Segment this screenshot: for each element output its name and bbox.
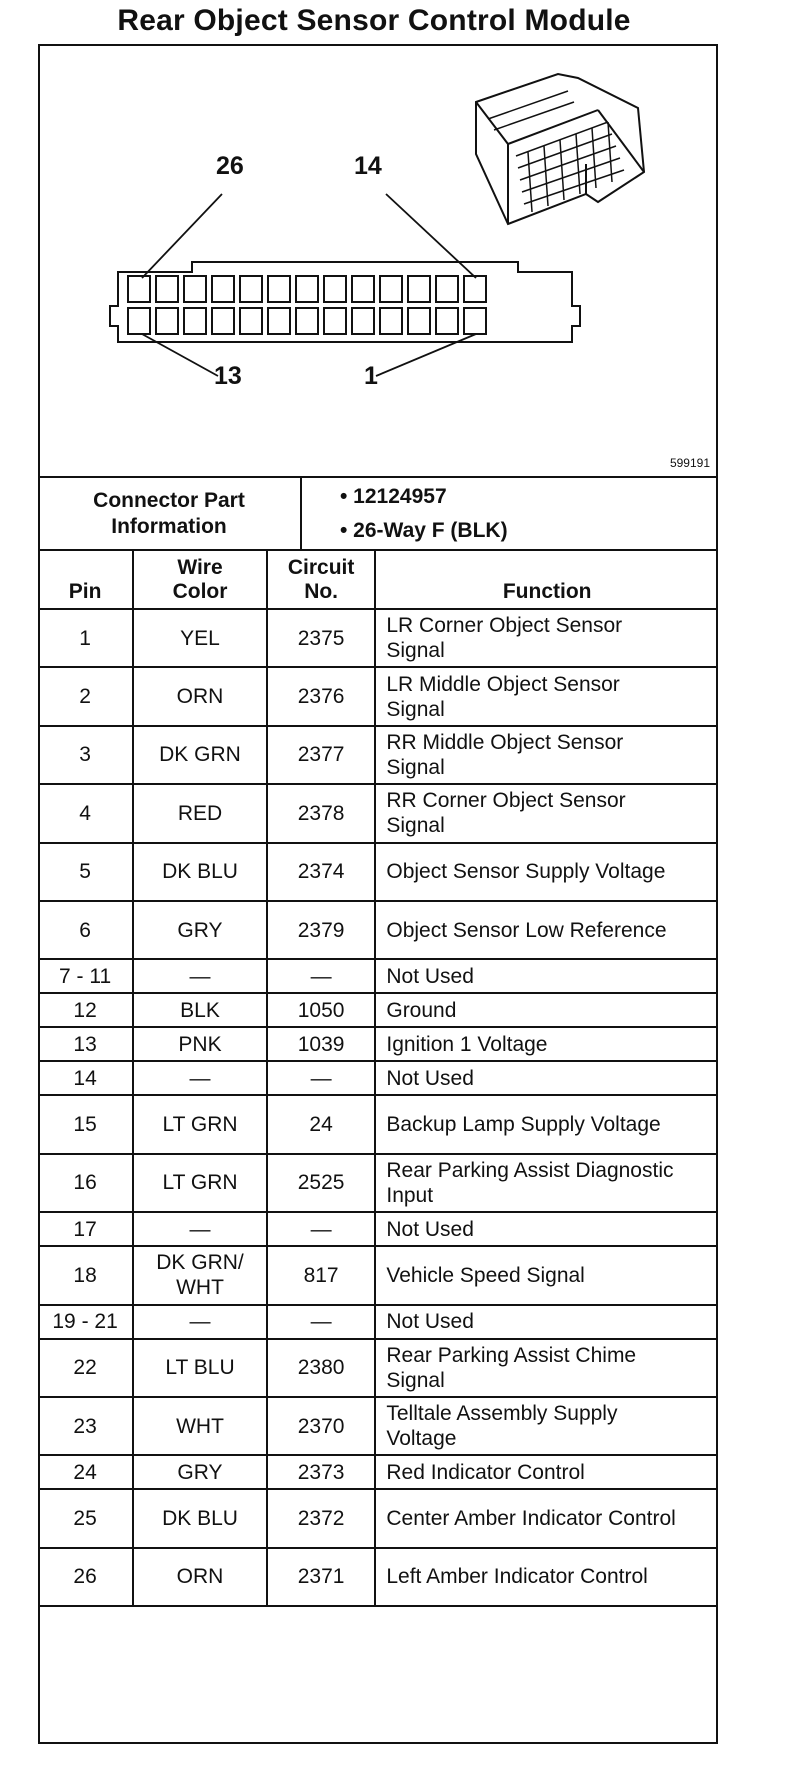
pinout-table (38, 551, 718, 1607)
wire-color-cell: DK BLU (133, 1489, 267, 1547)
function-cell: RR Corner Object Sensor Signal (375, 784, 718, 842)
table-row (38, 1397, 718, 1455)
pinout-rows (38, 609, 718, 1606)
connector-info-values (302, 478, 716, 549)
circuit-cell: 2376 (267, 667, 376, 725)
function-cell: Backup Lamp Supply Voltage (375, 1095, 718, 1153)
pin-cell: 14 (38, 1061, 133, 1095)
circuit-cell: — (267, 1305, 376, 1339)
circuit-cell: 2370 (267, 1397, 376, 1455)
table-header-row (38, 551, 718, 609)
pin-label-13: 13 (214, 362, 242, 390)
table-row (38, 1061, 718, 1095)
function-cell: Object Sensor Supply Voltage (375, 843, 718, 901)
circuit-cell: — (267, 1061, 376, 1095)
circuit-cell: 2525 (267, 1154, 376, 1212)
function-cell: RR Middle Object Sensor Signal (375, 726, 718, 784)
pin-cell: 26 (38, 1548, 133, 1606)
pin-cell: 25 (38, 1489, 133, 1547)
wire-color-cell: — (133, 1212, 267, 1246)
circuit-cell: 2380 (267, 1339, 376, 1397)
wire-color-cell: ORN (133, 667, 267, 725)
pin-label-14: 14 (354, 152, 382, 180)
circuit-cell: 2372 (267, 1489, 376, 1547)
header-pin: Pin (38, 551, 133, 609)
wire-color-cell: RED (133, 784, 267, 842)
pin-cell: 18 (38, 1246, 133, 1304)
function-cell: Rear Parking Assist Chime Signal (375, 1339, 718, 1397)
table-row (38, 1305, 718, 1339)
circuit-cell: 1039 (267, 1027, 376, 1061)
pin-cell: 6 (38, 901, 133, 959)
circuit-cell: 24 (267, 1095, 376, 1153)
function-cell: Vehicle Speed Signal (375, 1246, 718, 1304)
wire-color-cell: DK BLU (133, 843, 267, 901)
page-title: Rear Object Sensor Control Module (117, 4, 631, 37)
connector-drawing (38, 44, 718, 476)
table-row (38, 609, 718, 667)
function-cell: Center Amber Indicator Control (375, 1489, 718, 1547)
wire-color-cell: — (133, 1061, 267, 1095)
pin-cell: 15 (38, 1095, 133, 1153)
circuit-cell: 2371 (267, 1548, 376, 1606)
function-cell: LR Middle Object Sensor Signal (375, 667, 718, 725)
pin-label-1: 1 (364, 362, 378, 390)
table-row (38, 726, 718, 784)
table-row (38, 843, 718, 901)
wire-color-cell: BLK (133, 993, 267, 1027)
wire-color-cell: DK GRN/ WHT (133, 1246, 267, 1304)
pin-cell: 19 - 21 (38, 1305, 133, 1339)
table-row (38, 959, 718, 993)
pin-cell: 17 (38, 1212, 133, 1246)
table-row (38, 993, 718, 1027)
connector-cavities (128, 276, 486, 334)
pin-cell: 5 (38, 843, 133, 901)
connector-3d-view (476, 74, 644, 224)
pin-cell: 4 (38, 784, 133, 842)
part-number: • 12124957 (340, 485, 447, 508)
function-cell: Object Sensor Low Reference (375, 901, 718, 959)
table-row (38, 1212, 718, 1246)
pin-cell: 2 (38, 667, 133, 725)
circuit-cell: 817 (267, 1246, 376, 1304)
table-row (38, 1095, 718, 1153)
wire-color-cell: PNK (133, 1027, 267, 1061)
function-cell: Not Used (375, 959, 718, 993)
pin-cell: 1 (38, 609, 133, 667)
wire-color-cell: GRY (133, 1455, 267, 1489)
pin-cell: 3 (38, 726, 133, 784)
table-row (38, 1455, 718, 1489)
circuit-cell: 2375 (267, 609, 376, 667)
function-cell: Ignition 1 Voltage (375, 1027, 718, 1061)
pin-label-26: 26 (216, 152, 244, 180)
pin-cell: 22 (38, 1339, 133, 1397)
pin-cell: 7 - 11 (38, 959, 133, 993)
circuit-cell: 1050 (267, 993, 376, 1027)
connector-diagram (38, 44, 718, 478)
circuit-cell: 2378 (267, 784, 376, 842)
figure-number: 599191 (669, 456, 710, 470)
circuit-cell: 2373 (267, 1455, 376, 1489)
function-cell: Left Amber Indicator Control (375, 1548, 718, 1606)
circuit-cell: 2379 (267, 901, 376, 959)
header-circuit: Circuit No. (267, 551, 376, 609)
function-cell: Red Indicator Control (375, 1455, 718, 1489)
table-row (38, 1154, 718, 1212)
connector-description: • 26-Way F (BLK) (340, 519, 508, 542)
wire-color-cell: GRY (133, 901, 267, 959)
table-row (38, 1246, 718, 1304)
pin-cell: 13 (38, 1027, 133, 1061)
table-row (38, 1548, 718, 1606)
wire-color-cell: LT BLU (133, 1339, 267, 1397)
wire-color-cell: LT GRN (133, 1095, 267, 1153)
function-cell: Rear Parking Assist Diagnostic Input (375, 1154, 718, 1212)
wire-color-cell: — (133, 1305, 267, 1339)
wire-color-cell: — (133, 959, 267, 993)
function-cell: Not Used (375, 1212, 718, 1246)
wire-color-cell: DK GRN (133, 726, 267, 784)
function-cell: Ground (375, 993, 718, 1027)
table-row (38, 1339, 718, 1397)
pin-cell: 16 (38, 1154, 133, 1212)
connector-part-info (38, 478, 718, 551)
circuit-cell: 2377 (267, 726, 376, 784)
circuit-cell: 2374 (267, 843, 376, 901)
table-row (38, 1027, 718, 1061)
wire-color-cell: YEL (133, 609, 267, 667)
connector-info-label: Connector Part Information (38, 478, 302, 549)
function-cell: Not Used (375, 1061, 718, 1095)
table-row (38, 667, 718, 725)
circuit-cell: — (267, 1212, 376, 1246)
pin-cell: 12 (38, 993, 133, 1027)
header-function: Function (375, 551, 718, 609)
table-row (38, 784, 718, 842)
leader-lines (142, 194, 476, 376)
wire-color-cell: WHT (133, 1397, 267, 1455)
wire-color-cell: ORN (133, 1548, 267, 1606)
pin-cell: 24 (38, 1455, 133, 1489)
pin-cell: 23 (38, 1397, 133, 1455)
wire-color-cell: LT GRN (133, 1154, 267, 1212)
table-row (38, 1489, 718, 1547)
function-cell: Telltale Assembly Supply Voltage (375, 1397, 718, 1455)
table-row (38, 901, 718, 959)
header-wire-color: Wire Color (133, 551, 267, 609)
function-cell: Not Used (375, 1305, 718, 1339)
circuit-cell: — (267, 959, 376, 993)
function-cell: LR Corner Object Sensor Signal (375, 609, 718, 667)
